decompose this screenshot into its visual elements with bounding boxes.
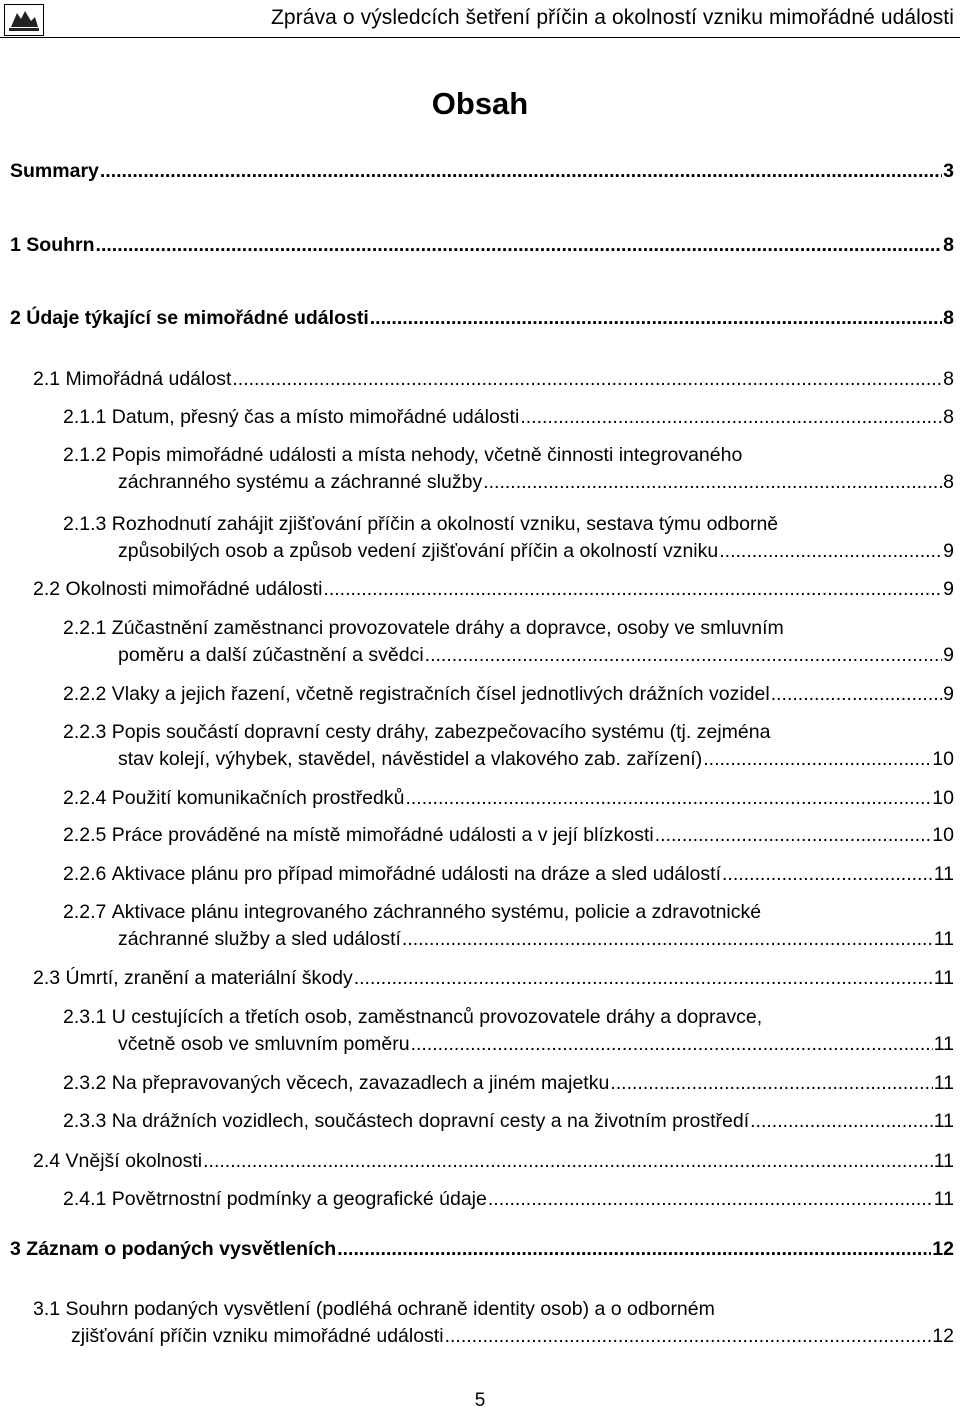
- toc-entry-number: 2.3.2: [63, 1072, 107, 1094]
- toc-entry-label: Mimořádná událost: [65, 368, 232, 390]
- toc-entry-page: 11: [933, 1072, 954, 1094]
- toc-entry-label: Popis mimořádné události a místa nehody, včetně činnosti integrovaného: [111, 444, 743, 466]
- toc-entry-number: 2.2.1: [63, 617, 107, 639]
- toc-entry-label-continued: včetně osob ve smluvním poměru: [118, 1033, 410, 1055]
- toc-entry-label: Zúčastnění zaměstnanci provozovatele dráhy a dopravce, osoby ve smluvním: [111, 617, 784, 639]
- toc-leader-dots: [232, 366, 942, 393]
- toc-entry-page: 12: [932, 1238, 954, 1260]
- toc-entry-3-1[interactable]: [33, 1296, 954, 1350]
- toc-entry-number: 2.3.3: [63, 1110, 107, 1132]
- toc-entry-2-2-4[interactable]: [63, 785, 954, 812]
- toc-leader-dots: [337, 1236, 931, 1263]
- toc-entry-page: 12: [932, 1325, 954, 1347]
- toc-entry-label: Okolnosti mimořádné události: [65, 578, 323, 600]
- toc-entry-label: Aktivace plánu integrovaného záchranného systému, policie a zdravotnické: [111, 901, 762, 923]
- toc-leader-dots: [203, 1148, 933, 1175]
- toc-entry-label: Rozhodnutí zahájit zjišťování příčin a okolností vzniku, sestava týmu odborně: [111, 513, 779, 535]
- toc-entry-summary[interactable]: [10, 158, 954, 185]
- toc-entry-page: 11: [933, 863, 954, 885]
- toc-leader-dots: [722, 861, 933, 888]
- toc-entry-number: 2.1: [33, 368, 61, 390]
- toc-entry-number: 3: [10, 1238, 21, 1260]
- toc-entry-2-4[interactable]: [33, 1148, 954, 1175]
- toc-entry-label: Souhrn: [26, 234, 95, 256]
- toc-entry-page: 10: [932, 787, 954, 809]
- toc-entry-label: U cestujících a třetích osob, zaměstnanců provozovatele dráhy a dopravce,: [111, 1006, 763, 1028]
- toc-entry-number: 2.2.6: [63, 863, 107, 885]
- toc-entry-page: 8: [943, 368, 954, 390]
- toc-entry-label-continued: zjišťování příčin vzniku mimořádné události: [71, 1325, 444, 1347]
- toc-entry-page: 9: [943, 578, 954, 600]
- toc-entry-number: 2.2.5: [63, 824, 107, 846]
- toc-entry-page: 10: [932, 748, 954, 770]
- toc-entry-2-3[interactable]: [33, 965, 954, 992]
- toc-leader-dots: [96, 232, 943, 259]
- toc-leader-dots: [445, 1323, 932, 1350]
- header-divider: [0, 37, 960, 38]
- toc-entry-label: Vnější okolnosti: [65, 1150, 203, 1172]
- toc-leader-dots: [483, 469, 942, 496]
- toc-leader-dots: [370, 305, 942, 332]
- toc-entry-1[interactable]: [10, 232, 954, 259]
- toc-entry-label-continued: záchranné služby a sled událostí: [118, 928, 401, 950]
- toc-entry-page: 11: [933, 928, 954, 950]
- toc-entry-2-3-3[interactable]: [63, 1108, 954, 1135]
- toc-entry-number: 2.3.1: [63, 1006, 107, 1028]
- toc-entry-number: 2.2: [33, 578, 61, 600]
- document-header-title: Zpráva o výsledcích šetření příčin a okolností vzniku mimořádné události: [270, 6, 954, 29]
- toc-entry-2-1-3[interactable]: [63, 511, 954, 565]
- toc-entry-2-3-1[interactable]: [63, 1004, 954, 1058]
- toc-leader-dots: [323, 576, 942, 603]
- toc-entry-3[interactable]: [10, 1236, 954, 1263]
- toc-leader-dots: [703, 746, 931, 773]
- toc-entry-number: 2.2.7: [63, 901, 107, 923]
- toc-entry-label: Povětrnostní podmínky a geografické údaje: [111, 1188, 487, 1210]
- toc-leader-dots: [750, 1108, 933, 1135]
- toc-entry-label: Práce prováděné na místě mimořádné události a v její blízkosti: [111, 824, 654, 846]
- toc-entry-page: 10: [932, 824, 954, 846]
- toc-leader-dots: [488, 1186, 933, 1213]
- toc-entry-page: 11: [933, 1150, 954, 1172]
- toc-leader-dots: [354, 965, 933, 992]
- toc-entry-2-2-1[interactable]: [63, 615, 954, 669]
- toc-leader-dots: [719, 538, 942, 565]
- toc-entry-label: Na drážních vozidlech, součástech dopravní cesty a na životním prostředí: [111, 1110, 750, 1132]
- toc-entry-page: 8: [943, 307, 954, 329]
- organization-logo: [4, 4, 44, 36]
- toc-entry-2-4-1[interactable]: [63, 1186, 954, 1213]
- toc-entry-number: 2.1.1: [63, 406, 107, 428]
- toc-entry-page: 9: [943, 644, 954, 666]
- toc-entry-page: 3: [943, 160, 954, 182]
- toc-entry-page: 9: [943, 683, 954, 705]
- toc-entry-2-2-7[interactable]: [63, 899, 954, 953]
- toc-entry-2-2-6[interactable]: [63, 861, 954, 888]
- toc-entry-2-2-5[interactable]: [63, 822, 954, 849]
- toc-entry-page: 11: [933, 1188, 954, 1210]
- toc-entry-page: 11: [933, 1033, 954, 1055]
- toc-entry-page: 8: [943, 406, 954, 428]
- toc-leader-dots: [100, 158, 942, 185]
- toc-entry-label: Aktivace plánu pro případ mimořádné události na dráze a sled událostí: [111, 863, 721, 885]
- toc-entry-label: Datum, přesný čas a místo mimořádné události: [111, 406, 520, 428]
- page-header: [0, 0, 960, 40]
- toc-entry-label: Na přepravovaných věcech, zavazadlech a jiném majetku: [111, 1072, 610, 1094]
- toc-leader-dots: [771, 681, 942, 708]
- toc-entry-label-continued: stav kolejí, výhybek, stavědel, návěstidel a vlakového zab. zařízení): [118, 748, 703, 770]
- toc-entry-number: 2: [10, 307, 21, 329]
- toc-leader-dots: [425, 642, 942, 669]
- toc-entry-number: 2.2.3: [63, 721, 107, 743]
- toc-entry-label: Údaje týkající se mimořádné události: [26, 307, 369, 329]
- toc-entry-2-2[interactable]: [33, 576, 954, 603]
- toc-leader-dots: [411, 1031, 933, 1058]
- toc-entry-label-continued: záchranného systému a záchranné služby: [118, 471, 483, 493]
- toc-leader-dots: [655, 822, 932, 849]
- toc-entry-page: 11: [933, 967, 954, 989]
- toc-entry-2-2-2[interactable]: [63, 681, 954, 708]
- toc-entry-number: 1: [10, 234, 21, 256]
- toc-entry-number: 2.4.1: [63, 1188, 107, 1210]
- toc-entry-2-3-2[interactable]: [63, 1070, 954, 1097]
- page-number: 5: [474, 1390, 486, 1411]
- toc-entry-page: 8: [943, 471, 954, 493]
- toc-entry-2[interactable]: [10, 305, 954, 332]
- toc-entry-label: Použití komunikačních prostředků: [111, 787, 405, 809]
- toc-entry-number: 2.2.2: [63, 683, 107, 705]
- toc-entry-label: Záznam o podaných vysvětleních: [26, 1238, 337, 1260]
- toc-entry-label: Vlaky a jejich řazení, včetně registračních čísel jednotlivých drážních vozidel: [111, 683, 770, 705]
- toc-leader-dots: [610, 1070, 932, 1097]
- toc-entry-2-1[interactable]: [33, 366, 954, 393]
- toc-leader-dots: [520, 404, 942, 431]
- toc-entry-number: 2.1.3: [63, 513, 107, 535]
- table-of-contents-title: Obsah: [431, 86, 529, 121]
- toc-entry-number: 2.1.2: [63, 444, 107, 466]
- toc-entry-page: 9: [943, 540, 954, 562]
- toc-entry-number: 3.1: [33, 1298, 61, 1320]
- toc-entry-label: Souhrn podaných vysvětlení (podléhá ochraně identity osob) a o odborném: [65, 1298, 715, 1320]
- toc-leader-dots: [405, 785, 931, 812]
- toc-entry-label-continued: poměru a další zúčastnění a svědci: [118, 644, 424, 666]
- toc-leader-dots: [402, 926, 933, 953]
- toc-entry-2-1-1[interactable]: [63, 404, 954, 431]
- toc-entry-number: 2.4: [33, 1150, 61, 1172]
- toc-entry-page: 8: [943, 234, 954, 256]
- toc-entry-label: Popis součástí dopravní cesty dráhy, zabezpečovacího systému (tj. zejména: [111, 721, 771, 743]
- toc-entry-label-continued: způsobilých osob a způsob vedení zjišťování příčin a okolností vzniku: [118, 540, 719, 562]
- toc-entry-page: 11: [933, 1110, 954, 1132]
- toc-entry-2-2-3[interactable]: [63, 719, 954, 773]
- toc-entry-label: Summary: [10, 160, 99, 182]
- toc-entry-number: 2.2.4: [63, 787, 107, 809]
- toc-entry-2-1-2[interactable]: [63, 442, 954, 496]
- toc-entry-label: Úmrtí, zranění a materiální škody: [65, 967, 353, 989]
- toc-entry-number: 2.3: [33, 967, 61, 989]
